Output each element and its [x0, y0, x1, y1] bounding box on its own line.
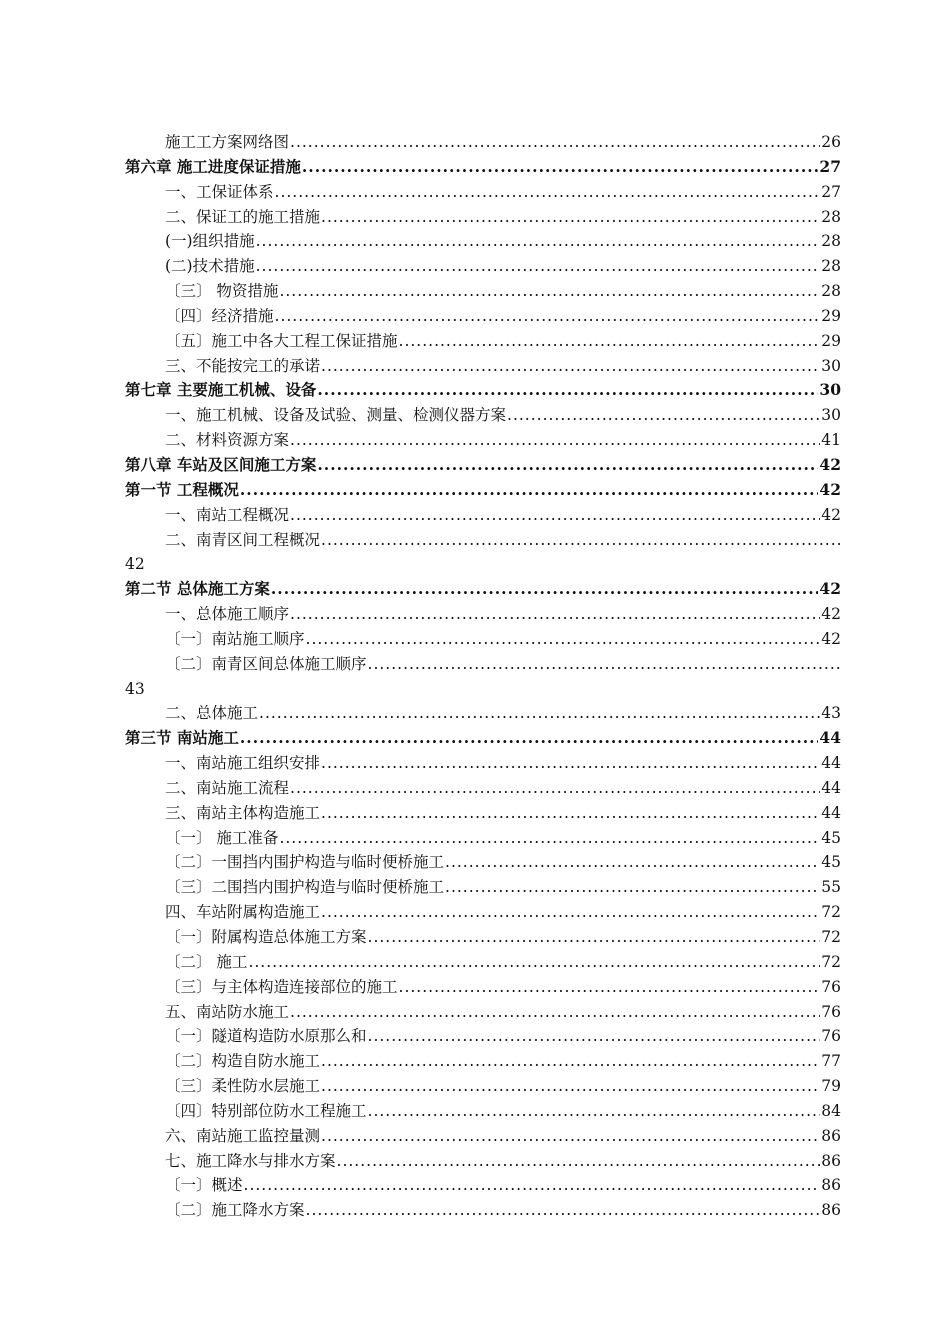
toc-leader-dots — [256, 229, 821, 254]
toc-entry[interactable] — [125, 1099, 841, 1124]
toc-page-number: 28 — [821, 207, 841, 226]
toc-page-number: 29 — [821, 306, 841, 325]
toc-entry-title: 七、施工降水与排水方案 — [165, 1151, 336, 1170]
toc-entry[interactable] — [125, 627, 841, 652]
toc-leader-dots — [240, 726, 819, 751]
toc-entry[interactable] — [125, 975, 841, 1000]
toc-chapter-entry[interactable] — [125, 378, 841, 403]
toc-leader-dots — [290, 1000, 820, 1025]
toc-leader-dots — [321, 751, 820, 776]
toc-page-number: 42 — [821, 505, 841, 524]
toc-leader-dots — [368, 925, 821, 950]
toc-entry[interactable] — [125, 428, 841, 453]
toc-entry[interactable] — [125, 354, 841, 379]
toc-entry-title: 二、总体施工 — [165, 704, 259, 723]
toc-entry[interactable] — [125, 875, 841, 900]
toc-page-number: 27 — [819, 156, 841, 176]
toc-leader-dots — [321, 1049, 820, 1074]
toc-page-number: 44 — [819, 728, 841, 748]
toc-leader-dots — [321, 1074, 820, 1099]
toc-leader-dots — [240, 478, 819, 503]
toc-entry[interactable] — [125, 229, 841, 254]
toc-entry[interactable] — [125, 925, 841, 950]
toc-leader-dots — [317, 453, 818, 478]
toc-entry-title: 第六章 施工进度保证措施 — [125, 156, 301, 176]
toc-entry[interactable] — [125, 776, 841, 801]
toc-entry-title: 一、南站施工组织安排 — [165, 754, 321, 773]
toc-page-number: 28 — [821, 232, 841, 251]
toc-page-number: 86 — [821, 1176, 841, 1195]
toc-entry-title: 〔四〕特别部位防水工程施工 — [165, 1101, 367, 1120]
toc-page-number: 28 — [821, 257, 841, 276]
toc-page-number: 30 — [821, 356, 841, 375]
toc-entry-title: 第一节 工程概况 — [125, 479, 239, 499]
toc-entry-title: 第二节 总体施工方案 — [125, 579, 270, 599]
toc-entry-title: 一、总体施工顺序 — [165, 605, 290, 624]
toc-leader-dots — [321, 900, 820, 925]
toc-leader-dots — [507, 403, 820, 428]
toc-page-number: 29 — [821, 331, 841, 350]
toc-entry-title: 第三节 南站施工 — [125, 728, 239, 748]
toc-wrapped-page-number: 42 — [125, 555, 145, 574]
toc-leader-dots — [290, 776, 820, 801]
toc-entry-title: 一、施工机械、设备及试验、测量、检测仪器方案 — [165, 406, 507, 425]
toc-entry[interactable] — [125, 254, 841, 279]
toc-entry-title: 二、保证工的施工措施 — [165, 207, 321, 226]
toc-leader-dots — [256, 254, 821, 279]
toc-entry-title: 〔一〕隧道构造防水原那么和 — [165, 1027, 367, 1046]
toc-page-number: 42 — [819, 579, 841, 599]
toc-entry[interactable] — [125, 1074, 841, 1099]
toc-page-number: 41 — [821, 431, 841, 450]
toc-leader-dots — [321, 801, 820, 826]
toc-page-number: 72 — [821, 903, 841, 922]
toc-page-number: 55 — [821, 878, 841, 897]
toc-page-number: 27 — [821, 182, 841, 201]
toc-entry[interactable] — [125, 652, 841, 677]
toc-page-number: 79 — [821, 1077, 841, 1096]
toc-leader-dots — [368, 652, 840, 677]
toc-entry-title: 〔一〕 施工准备 — [165, 828, 279, 847]
toc-entry-title: 〔五〕施工中各大工程工保证措施 — [165, 331, 398, 350]
toc-leader-dots — [445, 875, 820, 900]
toc-entry[interactable] — [125, 1000, 841, 1025]
toc-entry-title: 〔一〕附属构造总体施工方案 — [165, 928, 367, 946]
toc-page-number: 86 — [821, 1126, 841, 1145]
toc-entry[interactable] — [125, 751, 841, 776]
toc-leader-dots — [290, 130, 820, 155]
toc-page-number: 30 — [819, 380, 841, 400]
toc-chapter-entry[interactable] — [125, 155, 841, 180]
toc-entry-title: 〔二〕南青区间总体施工顺序 — [165, 654, 367, 673]
toc-entry-title: 四、车站附属构造施工 — [165, 903, 321, 922]
toc-entry-title: 〔三〕与主体构造连接部位的施工 — [165, 977, 398, 996]
toc-entry[interactable] — [125, 602, 841, 627]
toc-entry[interactable] — [125, 701, 841, 726]
toc-leader-dots — [275, 304, 821, 329]
toc-entry[interactable] — [125, 1173, 841, 1198]
toc-entry[interactable] — [125, 279, 841, 304]
toc-page-number: 76 — [821, 1027, 841, 1046]
toc-entry[interactable] — [125, 205, 841, 230]
toc-entry-title: 〔一〕概述 — [165, 1176, 243, 1195]
toc-leader-dots — [290, 602, 820, 627]
toc-page-number: 42 — [819, 479, 841, 499]
toc-entry-title: 〔二〕构造自防水施工 — [165, 1052, 321, 1071]
toc-leader-dots — [399, 329, 821, 354]
toc-leader-dots — [290, 428, 820, 453]
toc-entry-title: 第八章 车站及区间施工方案 — [125, 454, 317, 474]
toc-entry-title: 施工工方案网络图 — [165, 133, 290, 151]
toc-entry-title: (二)技术措施 — [165, 257, 255, 276]
toc-page-number: 86 — [821, 1201, 841, 1220]
toc-entry-title: 〔三〕柔性防水层施工 — [165, 1077, 321, 1096]
toc-chapter-entry[interactable] — [125, 726, 841, 751]
toc-page-number: 84 — [821, 1101, 841, 1120]
toc-entry-title: 〔三〕 物资措施 — [165, 282, 279, 301]
toc-page-number: 44 — [821, 754, 841, 773]
toc-entry-title: 第七章 主要施工机械、设备 — [125, 380, 317, 400]
toc-page-number: 42 — [819, 454, 841, 474]
toc-entry-title: 〔一〕南站施工顺序 — [165, 629, 305, 648]
toc-entry[interactable] — [125, 130, 841, 155]
toc-entry[interactable] — [125, 304, 841, 329]
toc-entry-title: 〔二〕一围挡内围护构造与临时便桥施工 — [165, 853, 445, 872]
toc-entry[interactable] — [125, 528, 841, 553]
toc-chapter-entry[interactable] — [125, 478, 841, 503]
toc-chapter-entry[interactable] — [125, 577, 841, 602]
toc-page-number: 44 — [821, 778, 841, 797]
toc-leader-dots — [279, 826, 820, 851]
toc-entry[interactable] — [125, 826, 841, 851]
toc-entry-title: 一、南站工程概况 — [165, 505, 290, 524]
toc-leader-dots — [321, 205, 820, 230]
toc-entry-title: 〔三〕二围挡内围护构造与临时便桥施工 — [165, 878, 445, 897]
toc-leader-dots — [337, 1149, 821, 1174]
toc-leader-dots — [244, 1173, 821, 1198]
toc-leader-dots — [321, 354, 820, 379]
toc-page-number: 28 — [821, 282, 841, 301]
toc-entry[interactable] — [125, 403, 841, 428]
toc-entry-title: 二、材料资源方案 — [165, 431, 290, 450]
toc-page-number: 26 — [821, 133, 841, 151]
toc-page-number: 45 — [821, 828, 841, 847]
toc-leader-dots — [271, 577, 819, 602]
toc-leader-dots — [248, 950, 820, 975]
toc-chapter-entry[interactable] — [125, 453, 841, 478]
toc-entry-title: 一、工保证体系 — [165, 182, 274, 201]
toc-leader-dots — [290, 503, 820, 528]
toc-leader-dots — [317, 378, 818, 403]
toc-entry[interactable] — [125, 180, 841, 205]
toc-leader-dots — [321, 528, 840, 553]
toc-leader-dots — [306, 1198, 821, 1223]
toc-entry-title: 〔二〕施工降水方案 — [165, 1201, 305, 1220]
toc-entry[interactable] — [125, 850, 841, 875]
toc-entry[interactable] — [125, 801, 841, 826]
toc-entry[interactable] — [125, 1149, 841, 1174]
toc-entry-title: 三、不能按完工的承诺 — [165, 356, 321, 375]
toc-page-number: 72 — [821, 952, 841, 971]
toc-leader-dots — [321, 1124, 820, 1149]
toc-leader-dots — [306, 627, 821, 652]
toc-leader-dots — [275, 180, 821, 205]
toc-leader-dots — [279, 279, 820, 304]
toc-leader-dots — [445, 850, 820, 875]
toc-page-number: 30 — [821, 406, 841, 425]
toc-page-number: 42 — [821, 629, 841, 648]
toc-page-number: 42 — [821, 605, 841, 624]
toc-entry[interactable] — [125, 329, 841, 354]
toc-leader-dots — [399, 975, 821, 1000]
toc-entry[interactable] — [125, 1049, 841, 1074]
toc-page-number: 43 — [821, 704, 841, 723]
toc-entry[interactable] — [125, 1124, 841, 1149]
toc-wrapped-page-number: 43 — [125, 679, 145, 698]
toc-leader-dots — [259, 701, 820, 726]
toc-entry[interactable] — [125, 1198, 841, 1223]
toc-leader-dots — [368, 1099, 821, 1124]
toc-page-number: 45 — [821, 853, 841, 872]
toc-page-number: 76 — [821, 1002, 841, 1021]
toc-leader-dots — [368, 1024, 821, 1049]
table-of-contents — [125, 130, 841, 1223]
toc-entry-title: (一)组织措施 — [165, 232, 255, 251]
toc-page-number: 44 — [821, 803, 841, 822]
toc-page-number: 86 — [821, 1151, 841, 1170]
toc-entry-title: 二、南站施工流程 — [165, 778, 290, 797]
toc-entry[interactable] — [125, 1024, 841, 1049]
toc-entry-title: 〔二〕 施工 — [165, 952, 248, 971]
toc-page-number: 76 — [821, 977, 841, 996]
toc-entry-title: 五、南站防水施工 — [165, 1002, 290, 1021]
toc-entry-title: 〔四〕经济措施 — [165, 306, 274, 325]
toc-entry-title: 三、南站主体构造施工 — [165, 803, 321, 822]
toc-entry[interactable] — [125, 503, 841, 528]
toc-entry-title: 六、南站施工监控量测 — [165, 1126, 321, 1145]
toc-leader-dots — [302, 155, 819, 180]
toc-entry-title: 二、南青区间工程概况 — [165, 530, 321, 549]
toc-page-number: 77 — [821, 1052, 841, 1071]
toc-entry[interactable] — [125, 900, 841, 925]
toc-entry[interactable] — [125, 950, 841, 975]
toc-page-number: 72 — [821, 928, 841, 946]
